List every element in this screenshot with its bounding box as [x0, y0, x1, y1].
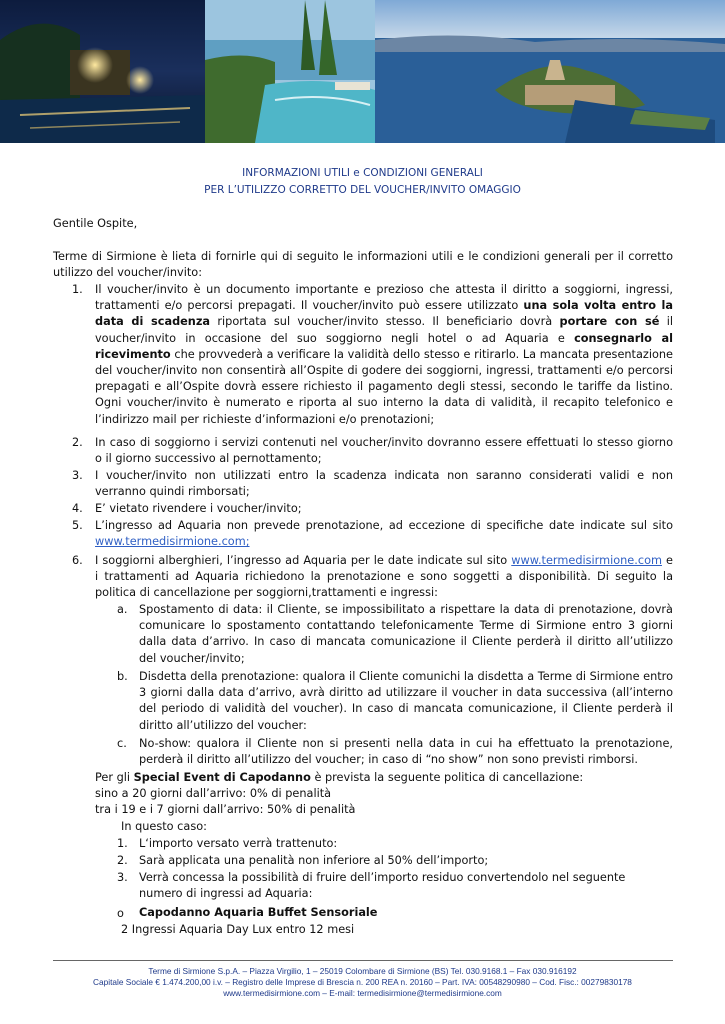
item1-bold-c: consegnarlo al ricevimento	[95, 331, 673, 361]
item-number: 5.	[72, 519, 83, 532]
item6-text-a: I soggiorni alberghieri, l’ingresso ad Aquaria per le date indicate sul sito	[95, 554, 512, 567]
case-item-3: Verrà concessa la possibilità di fruire dell’importo residuo convertendolo nel seguente numero di ingressi ad Aquaria:	[139, 871, 626, 901]
sub-item-letter: a.	[117, 603, 128, 616]
website-link[interactable]: www.termedisirmione.com	[511, 554, 662, 567]
case-item-1: L‘importo versato verrà trattenuto:	[139, 837, 338, 850]
footer-contacts: www.termedisirmione.com – E-mail: termedisirmione@termedisirmione.com	[223, 988, 502, 998]
special-event-intro	[95, 770, 673, 786]
cancellation-rule-2: tra i 19 e i 7 giorni dall’arrivo: 50% di penalità	[95, 803, 356, 816]
footer-legal: Capitale Sociale € 1.474.200,00 i.v. – Registro delle Imprese di Brescia n. 200 REA n. 20160 – Part. IVA: 00548290980 – Cod. Fisc.: 00279830178	[93, 977, 632, 987]
item1-text-c: il voucher/invito in occasione del suo soggiorno negli hotel o ad Aquaria e	[95, 315, 673, 345]
case-number: 1.	[117, 837, 128, 850]
list-item-5	[95, 518, 673, 550]
sub-item-b: Disdetta della prenotazione: qualora il Cliente comunichi la disdetta a Terme di Sirmione entro 3 giorni dalla data d’arrivo, avrà diritto ad utilizzare il voucher in data successiva (all’interno del periodo di validità del voucher). In caso di mancata comunicazione, il Cliente perderà il diritto all’utilizzo del voucher:	[139, 670, 673, 732]
night-pool-photo	[0, 0, 205, 143]
item-number: 6.	[72, 554, 83, 567]
footer-divider	[53, 960, 673, 961]
item-number: 4.	[72, 502, 83, 515]
item-number: 2.	[72, 436, 83, 449]
list-item-4: E’ vietato rivendere i voucher/invito;	[95, 502, 302, 515]
item1-text-b: riportata sul voucher/invito stesso. Il beneficiario dovrà	[210, 315, 560, 329]
lakeside-pool-photo	[205, 0, 375, 143]
case-number: 3.	[117, 871, 128, 884]
list-item-6	[95, 553, 673, 602]
special-tail: è prevista la seguente politica di cancellazione:	[310, 771, 584, 784]
document-title-line1: INFORMAZIONI UTILI e CONDIZIONI GENERALI	[242, 167, 483, 179]
intro-paragraph: Terme di Sirmione è lieta di fornirle qui di seguito le informazioni utili e le condizioni generali per il corretto utilizzo del voucher/invito:	[53, 250, 673, 280]
list-item-3: I voucher/invito non utilizzati entro la scadenza indicata non saranno considerati validi e non verranno quindi rimborsati;	[95, 469, 673, 499]
footer-address: Terme di Sirmione S.p.A. – Piazza Virgilio, 1 – 25019 Colombare di Sirmione (BS) Tel. 030.9168.1 – Fax 030.916192	[148, 966, 577, 976]
special-event-name: Special Event di Capodanno	[133, 771, 311, 784]
case-number: 2.	[117, 854, 128, 867]
case-label: In questo caso:	[121, 820, 207, 833]
sub-item-letter: b.	[117, 670, 128, 683]
item-number: 1.	[72, 283, 83, 296]
item1-text-d: che provvederà a verificare la validità dello stesso e ritirarlo. La mancata presentazione del voucher/invito non consentirà all’Ospite di godere dei soggiorni, ingressi, trattamenti e/o percorsi prepagati e all’Ospite dovrà essere richiesto il pagamento degli stessi, secondo le tariffe da listino. Ogni voucher/invito è numerato e riporta al suo interno la data di validità, il recapito telefonico e l’indirizzo mail per richieste d’informazioni e/o prenotazioni;	[95, 347, 673, 426]
sub-item-letter: c.	[117, 737, 127, 750]
special-lead: Per gli	[95, 771, 134, 784]
bullet-item: Capodanno Aquaria Buffet Sensoriale	[139, 906, 378, 919]
sirmione-aerial-photo	[375, 0, 725, 143]
item5-text: L’ingresso ad Aquaria non prevede prenotazione, ad eccezione di specifiche date indicate sul sito	[95, 519, 673, 532]
item1-text-a: Il voucher/invito è un documento importante e prezioso che attesta il diritto a soggiorni, ingressi, trattamenti e/o percorsi prepagati. Il voucher/invito può essere utilizzato	[95, 283, 673, 313]
item1-bold-b: portare con sé	[559, 315, 660, 329]
final-note: 2 Ingressi Aquaria Day Lux entro 12 mesi	[121, 923, 355, 936]
item-number: 3.	[72, 469, 83, 482]
greeting: Gentile Ospite,	[53, 217, 138, 230]
document-title-line2: PER L’UTILIZZO CORRETTO DEL VOUCHER/INVITO OMAGGIO	[204, 184, 521, 196]
list-item-2: In caso di soggiorno i servizi contenuti nel voucher/invito dovranno essere effettuati lo stesso giorno o il giorno successivo al pernottamento;	[95, 436, 673, 466]
cancellation-rule-1: sino a 20 giorni dall’arrivo: 0% di penalità	[95, 787, 332, 800]
item6-text-b: e i trattamenti ad Aquaria richiedono la prenotazione e sono soggetti a disponibilità. Di seguito la politica di cancellazione per soggiorni,trattamenti e ingressi:	[95, 554, 673, 600]
item1-bold-a: una sola volta entro la data di scadenza	[95, 299, 673, 329]
sub-item-c: No-show: qualora il Cliente non si presenti nella data in cui ha effettuato la prenotazione, perderà il diritto all’utilizzo del voucher; in caso di “no show” non sono previsti rimborsi.	[139, 737, 673, 767]
sub-item-a: Spostamento di data: il Cliente, se impossibilitato a rispettare la data di prenotazione, dovrà comunicare lo spostamento contattando telefonicamente Terme di Sirmione entro 3 giorni dalla data d’arrivo. In caso di mancata comunicazione il Cliente perderà il diritto all’utilizzo del voucher/invito;	[139, 603, 673, 665]
bullet-marker: o	[117, 907, 124, 920]
list-item-1	[95, 282, 673, 428]
header-banner	[0, 0, 725, 143]
website-link[interactable]: www.termedisirmione.com;	[95, 535, 250, 549]
case-item-2: Sarà applicata una penalità non inferiore al 50% dell’importo;	[139, 854, 489, 867]
